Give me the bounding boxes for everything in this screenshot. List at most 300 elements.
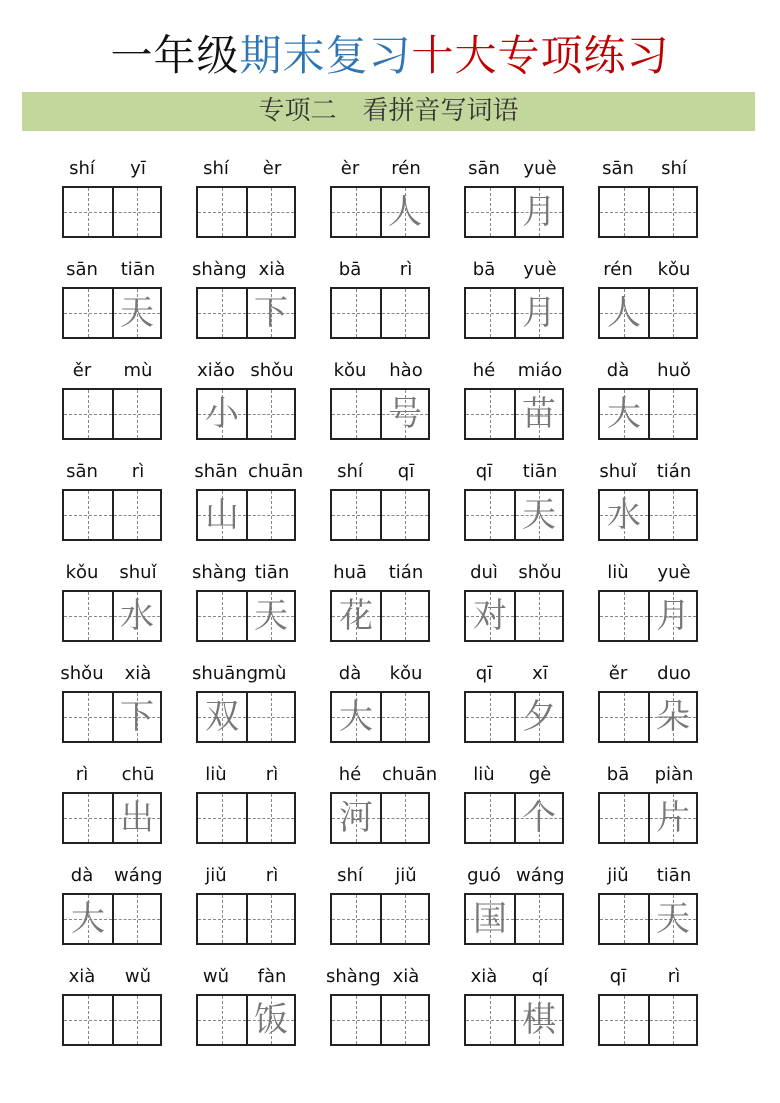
writing-boxes [464, 893, 564, 945]
tianzige-box[interactable] [198, 996, 246, 1044]
pinyin-syllable: liù [607, 562, 629, 583]
hint-character: 双 [205, 697, 239, 737]
hint-character [248, 390, 294, 438]
hint-character [332, 188, 380, 236]
pinyin-syllable: shí [661, 158, 687, 179]
tianzige-box[interactable] [332, 188, 380, 236]
pinyin-syllable: rì [131, 461, 145, 482]
exercise-item [58, 251, 162, 351]
hint-character: 夕 [522, 697, 556, 737]
hint-character [114, 390, 160, 438]
tianzige-box[interactable] [64, 895, 112, 943]
exercise-item [58, 150, 162, 250]
writing-boxes [598, 590, 698, 642]
title-part-2: 期末复习 [239, 31, 412, 80]
exercise-item [58, 352, 162, 452]
tianzige-box[interactable] [198, 390, 246, 438]
exercise-item [58, 756, 162, 856]
hint-character: 饭 [254, 1000, 288, 1040]
writing-boxes [196, 489, 296, 541]
hint-character: 大 [339, 697, 373, 737]
pinyin-syllable: shí [337, 865, 363, 886]
tianzige-box[interactable] [246, 996, 294, 1044]
exercise-item [460, 655, 564, 755]
tianzige-box[interactable] [332, 693, 380, 741]
tianzige-box[interactable] [380, 895, 428, 943]
tianzige-box[interactable] [64, 390, 112, 438]
pinyin-syllable: rén [603, 259, 633, 280]
writing-boxes [62, 792, 162, 844]
hint-character [64, 693, 112, 741]
pinyin-syllable: ěr [608, 663, 628, 684]
hint-character [466, 390, 514, 438]
pinyin-row [460, 962, 564, 992]
hint-character: 天 [120, 293, 154, 333]
tianzige-box[interactable] [332, 794, 380, 842]
exercise-item [594, 453, 698, 553]
pinyin-syllable: tián [656, 461, 692, 482]
hint-character: 号 [388, 394, 422, 434]
tianzige-box[interactable] [198, 188, 246, 236]
hint-character: 对 [473, 596, 507, 636]
writing-boxes [464, 691, 564, 743]
hint-character: 朵 [656, 697, 690, 737]
pinyin-syllable: liù [473, 764, 495, 785]
hint-character [332, 895, 380, 943]
pinyin-row [326, 356, 430, 386]
exercise-item [192, 150, 296, 250]
pinyin-row [192, 558, 296, 588]
pinyin-syllable: shí [337, 461, 363, 482]
tianzige-box[interactable] [514, 996, 562, 1044]
pinyin-syllable: hé [472, 360, 496, 381]
pinyin-syllable: shí [69, 158, 95, 179]
pinyin-syllable: xià [124, 663, 152, 684]
hint-character [198, 188, 246, 236]
tianzige-box[interactable] [648, 491, 696, 539]
pinyin-syllable: shuāng [192, 663, 259, 684]
pinyin-syllable: tiān [254, 562, 290, 583]
writing-boxes [598, 287, 698, 339]
pinyin-syllable: miáo [517, 360, 563, 381]
tianzige-box[interactable] [514, 390, 562, 438]
pinyin-syllable: piàn [654, 764, 694, 785]
tianzige-box[interactable] [246, 592, 294, 640]
pinyin-syllable: chuān [248, 461, 304, 482]
pinyin-syllable: qī [475, 663, 493, 684]
tianzige-box[interactable] [112, 996, 160, 1044]
title-part-1: 一年级 [110, 31, 240, 80]
pinyin-syllable: ěr [72, 360, 92, 381]
exercise-item [58, 857, 162, 957]
pinyin-syllable: yī [130, 158, 146, 179]
pinyin-row [460, 760, 564, 790]
hint-character [64, 996, 112, 1044]
pinyin-row [326, 457, 430, 487]
hint-character [198, 794, 246, 842]
tianzige-box[interactable] [514, 693, 562, 741]
exercise-item [192, 251, 296, 351]
exercise-item [460, 958, 564, 1058]
hint-character: 水 [120, 596, 154, 636]
writing-boxes [62, 590, 162, 642]
tianzige-box[interactable] [332, 289, 380, 337]
hint-character [248, 693, 294, 741]
pinyin-row [192, 760, 296, 790]
hint-character [64, 390, 112, 438]
tianzige-box[interactable] [648, 289, 696, 337]
tianzige-box[interactable] [648, 794, 696, 842]
pinyin-syllable: shàng [192, 562, 247, 583]
exercise-item [192, 857, 296, 957]
tianzige-box[interactable] [246, 390, 294, 438]
pinyin-row [58, 154, 162, 184]
pinyin-syllable: shǒu [60, 663, 104, 684]
tianzige-box[interactable] [112, 895, 160, 943]
writing-boxes [196, 186, 296, 238]
pinyin-syllable: xià [392, 966, 420, 987]
tianzige-box[interactable] [246, 794, 294, 842]
hint-character [198, 996, 246, 1044]
tianzige-box[interactable] [246, 491, 294, 539]
tianzige-box[interactable] [64, 794, 112, 842]
tianzige-box[interactable] [380, 491, 428, 539]
writing-boxes [464, 287, 564, 339]
writing-boxes [598, 186, 698, 238]
pinyin-row [594, 558, 698, 588]
hint-character [466, 491, 514, 539]
tianzige-box[interactable] [466, 289, 514, 337]
writing-boxes [330, 186, 430, 238]
tianzige-box[interactable] [466, 491, 514, 539]
tianzige-box[interactable] [332, 996, 380, 1044]
hint-character [64, 491, 112, 539]
hint-character [332, 390, 380, 438]
pinyin-syllable: mù [123, 360, 153, 381]
tianzige-box[interactable] [466, 390, 514, 438]
tianzige-box[interactable] [514, 794, 562, 842]
tianzige-box[interactable] [514, 289, 562, 337]
tianzige-box[interactable] [332, 895, 380, 943]
exercise-item [192, 352, 296, 452]
pinyin-syllable: xià [470, 966, 498, 987]
tianzige-box[interactable] [112, 693, 160, 741]
tianzige-box[interactable] [648, 996, 696, 1044]
exercise-item [326, 857, 430, 957]
writing-boxes [330, 287, 430, 339]
pinyin-syllable: bā [338, 259, 362, 280]
hint-character [650, 491, 696, 539]
tianzige-box[interactable] [198, 592, 246, 640]
tianzige-box[interactable] [600, 895, 648, 943]
tianzige-box[interactable] [64, 491, 112, 539]
tianzige-box[interactable] [380, 693, 428, 741]
tianzige-box[interactable] [112, 794, 160, 842]
writing-boxes [598, 489, 698, 541]
tianzige-box[interactable] [466, 996, 514, 1044]
pinyin-row [58, 255, 162, 285]
exercise-item [58, 655, 162, 755]
pinyin-syllable: shuǐ [599, 461, 637, 482]
hint-character [382, 895, 428, 943]
tianzige-box[interactable] [600, 289, 648, 337]
exercise-item [594, 251, 698, 351]
pinyin-row [594, 255, 698, 285]
hint-character [198, 289, 246, 337]
pinyin-syllable: rì [265, 764, 279, 785]
pinyin-syllable: wǔ [124, 966, 152, 987]
writing-boxes [196, 792, 296, 844]
tianzige-box[interactable] [648, 895, 696, 943]
pinyin-row [192, 659, 296, 689]
tianzige-box[interactable] [380, 996, 428, 1044]
pinyin-row [594, 659, 698, 689]
tianzige-box[interactable] [112, 491, 160, 539]
hint-character [64, 592, 112, 640]
writing-boxes [330, 489, 430, 541]
tianzige-box[interactable] [380, 289, 428, 337]
tianzige-box[interactable] [600, 390, 648, 438]
pinyin-syllable: rì [399, 259, 413, 280]
writing-boxes [62, 489, 162, 541]
pinyin-syllable: rén [391, 158, 421, 179]
tianzige-box[interactable] [466, 693, 514, 741]
tianzige-box[interactable] [380, 188, 428, 236]
tianzige-box[interactable] [198, 794, 246, 842]
exercise-item [192, 756, 296, 856]
hint-character [64, 794, 112, 842]
hint-character [600, 693, 648, 741]
writing-boxes [62, 994, 162, 1046]
pinyin-syllable: jiǔ [205, 865, 227, 886]
writing-boxes [196, 287, 296, 339]
writing-boxes [464, 994, 564, 1046]
tianzige-box[interactable] [380, 390, 428, 438]
tianzige-box[interactable] [648, 188, 696, 236]
tianzige-box[interactable] [466, 895, 514, 943]
hint-character [650, 390, 696, 438]
tianzige-box[interactable] [246, 895, 294, 943]
tianzige-box[interactable] [600, 693, 648, 741]
tianzige-box[interactable] [64, 289, 112, 337]
writing-boxes [330, 994, 430, 1046]
tianzige-box[interactable] [64, 592, 112, 640]
tianzige-box[interactable] [466, 794, 514, 842]
tianzige-box[interactable] [246, 693, 294, 741]
pinyin-syllable: wáng [516, 865, 565, 886]
tianzige-box[interactable] [466, 188, 514, 236]
writing-boxes [196, 388, 296, 440]
hint-character [600, 592, 648, 640]
pinyin-row [192, 356, 296, 386]
writing-boxes [598, 893, 698, 945]
pinyin-row [460, 356, 564, 386]
pinyin-syllable: shǒu [518, 562, 562, 583]
pinyin-syllable: shǒu [250, 360, 294, 381]
hint-character [600, 188, 648, 236]
tianzige-box[interactable] [600, 996, 648, 1044]
pinyin-row [594, 760, 698, 790]
writing-boxes [62, 186, 162, 238]
hint-character [382, 693, 428, 741]
tianzige-box[interactable] [112, 188, 160, 236]
tianzige-box[interactable] [466, 592, 514, 640]
pinyin-row [58, 659, 162, 689]
pinyin-syllable: hào [389, 360, 423, 381]
hint-character [248, 491, 294, 539]
pinyin-syllable: liù [205, 764, 227, 785]
hint-character: 片 [656, 798, 690, 838]
pinyin-syllable: xī [532, 663, 548, 684]
tianzige-box[interactable] [514, 895, 562, 943]
writing-boxes [464, 590, 564, 642]
pinyin-row [460, 154, 564, 184]
title-part-3: 十大专项练习 [411, 31, 670, 80]
hint-character [248, 895, 294, 943]
tianzige-box[interactable] [198, 289, 246, 337]
tianzige-box[interactable] [198, 491, 246, 539]
pinyin-row [326, 558, 430, 588]
tianzige-box[interactable] [380, 592, 428, 640]
pinyin-syllable: kǒu [389, 663, 423, 684]
pinyin-syllable: èr [262, 158, 282, 179]
exercise-item [594, 655, 698, 755]
tianzige-box[interactable] [64, 996, 112, 1044]
hint-character: 个 [522, 798, 556, 838]
writing-boxes [598, 994, 698, 1046]
pinyin-syllable: qī [475, 461, 493, 482]
pinyin-syllable: tián [388, 562, 424, 583]
writing-boxes [196, 994, 296, 1046]
exercise-item [58, 453, 162, 553]
tianzige-box[interactable] [112, 289, 160, 337]
pinyin-syllable: kǒu [657, 259, 691, 280]
tianzige-box[interactable] [380, 794, 428, 842]
tianzige-box[interactable] [246, 289, 294, 337]
exercise-item [192, 655, 296, 755]
pinyin-syllable: qí [531, 966, 549, 987]
tianzige-box[interactable] [514, 491, 562, 539]
writing-boxes [196, 893, 296, 945]
section-heading: 专项二 看拼音写词语 [258, 96, 519, 126]
tianzige-box[interactable] [600, 491, 648, 539]
pinyin-syllable: jiǔ [395, 865, 417, 886]
tianzige-box[interactable] [514, 592, 562, 640]
hint-character [332, 996, 380, 1044]
hint-character: 大 [71, 899, 105, 939]
hint-character: 月 [522, 293, 556, 333]
hint-character [466, 794, 514, 842]
tianzige-box[interactable] [514, 188, 562, 236]
tianzige-box[interactable] [198, 693, 246, 741]
hint-character: 人 [607, 293, 641, 333]
writing-boxes [62, 388, 162, 440]
exercise-item [326, 958, 430, 1058]
hint-character: 天 [522, 495, 556, 535]
tianzige-box[interactable] [112, 592, 160, 640]
exercise-item [326, 756, 438, 856]
hint-character: 水 [607, 495, 641, 535]
hint-character: 月 [656, 596, 690, 636]
pinyin-syllable: yuè [657, 562, 691, 583]
exercise-item [326, 554, 430, 654]
pinyin-row [58, 760, 162, 790]
pinyin-row [326, 760, 438, 790]
pinyin-syllable: sān [66, 259, 98, 280]
pinyin-syllable: wǔ [202, 966, 230, 987]
pinyin-syllable: shàng [192, 259, 247, 280]
tianzige-box[interactable] [600, 592, 648, 640]
tianzige-box[interactable] [332, 491, 380, 539]
hint-character [198, 895, 246, 943]
exercise-item [460, 251, 564, 351]
pinyin-syllable: jiǔ [607, 865, 629, 886]
tianzige-box[interactable] [112, 390, 160, 438]
hint-character [600, 794, 648, 842]
exercise-item [460, 352, 564, 452]
pinyin-row [326, 962, 430, 992]
pinyin-syllable: xià [258, 259, 286, 280]
tianzige-box[interactable] [246, 188, 294, 236]
tianzige-box[interactable] [648, 390, 696, 438]
writing-boxes [196, 590, 296, 642]
writing-boxes [330, 893, 430, 945]
pinyin-row [58, 356, 162, 386]
tianzige-box[interactable] [198, 895, 246, 943]
tianzige-box[interactable] [600, 794, 648, 842]
writing-boxes [464, 186, 564, 238]
pinyin-syllable: tiān [522, 461, 558, 482]
pinyin-syllable: shí [203, 158, 229, 179]
tianzige-box[interactable] [64, 693, 112, 741]
exercise-item [460, 756, 564, 856]
tianzige-box[interactable] [332, 592, 380, 640]
tianzige-box[interactable] [648, 592, 696, 640]
pinyin-row [192, 457, 304, 487]
pinyin-syllable: sān [66, 461, 98, 482]
pinyin-syllable: dà [338, 663, 362, 684]
pinyin-syllable: dà [70, 865, 94, 886]
exercise-item [192, 453, 304, 553]
exercise-item [594, 554, 698, 654]
hint-character: 天 [254, 596, 288, 636]
writing-boxes [196, 691, 296, 743]
pinyin-syllable: èr [340, 158, 360, 179]
pinyin-row [460, 659, 564, 689]
tianzige-box[interactable] [64, 188, 112, 236]
pinyin-syllable: sān [468, 158, 500, 179]
tianzige-box[interactable] [332, 390, 380, 438]
pinyin-syllable: tiān [656, 865, 692, 886]
pinyin-row [460, 457, 564, 487]
pinyin-syllable: rì [75, 764, 89, 785]
hint-character [248, 794, 294, 842]
pinyin-row [192, 154, 296, 184]
pinyin-row [192, 861, 296, 891]
hint-character [332, 491, 380, 539]
hint-character [466, 188, 514, 236]
pinyin-syllable: chuān [382, 764, 438, 785]
exercise-item [192, 958, 296, 1058]
tianzige-box[interactable] [600, 188, 648, 236]
tianzige-box[interactable] [648, 693, 696, 741]
pinyin-syllable: shàng [326, 966, 381, 987]
pinyin-syllable: gè [528, 764, 552, 785]
pinyin-row [594, 356, 698, 386]
pinyin-syllable: sān [602, 158, 634, 179]
pinyin-row [326, 154, 430, 184]
exercise-item [192, 554, 296, 654]
